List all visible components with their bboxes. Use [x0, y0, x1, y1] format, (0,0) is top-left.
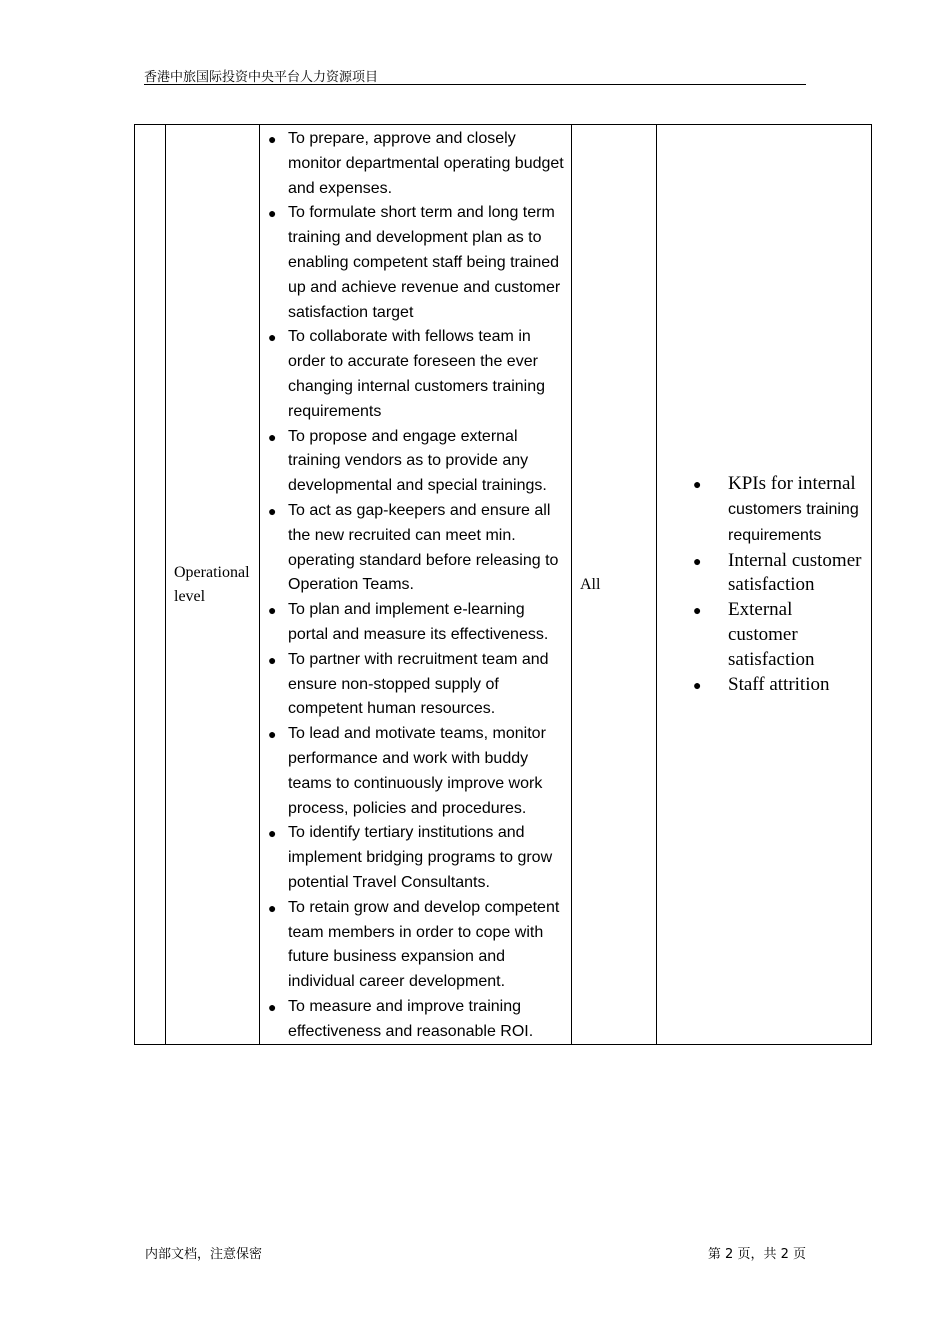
list-item: ● Staff attrition	[657, 673, 863, 698]
list-item: ● Internal customer satisfaction	[693, 549, 862, 596]
list-item: ● External customer satisfaction	[693, 599, 815, 670]
bullet-icon: ●	[268, 502, 277, 519]
kpi-list	[657, 472, 871, 697]
kpi-prefix: KPIs for internal	[728, 473, 856, 495]
list-item	[657, 472, 863, 548]
list-item: ● To propose and engage external training vendors as to provide any developmental and special trainings.	[260, 425, 565, 499]
bullet-icon: ●	[268, 428, 277, 445]
kpi-cell	[657, 125, 872, 1045]
responsibilities-list	[260, 125, 571, 1044]
list-item: ● To partner with recruitment team and ensure non-stopped supply of competent human resources.	[260, 648, 565, 722]
list-item: ● To plan and implement e-learning portal and measure its effectiveness.	[260, 598, 565, 648]
list-item: ● To retain grow and develop competent team members in order to cope with future business expansion and individual career development.	[260, 896, 565, 995]
list-item: ● To prepare, approve and closely monitor departmental operating budget and expenses.	[260, 127, 565, 201]
list-item: ● To lead and motivate teams, monitor performance and work with buddy teams to continuously improve work process, policies and procedures.	[260, 722, 565, 821]
bullet-icon: ●	[268, 329, 277, 346]
list-item: ● To act as gap-keepers and ensure all the new recruited can meet min. operating standard before releasing to Operation Teams.	[260, 499, 565, 598]
scope-cell: All	[572, 125, 657, 1045]
bullet-icon: ●	[693, 602, 702, 619]
list-item: ● To formulate short term and long term training and development plan as to enabling competent staff being trained up and achieve revenue and customer satisfaction target	[260, 201, 565, 325]
bullet-icon: ●	[268, 602, 277, 619]
responsibility-table	[134, 124, 872, 1045]
footer-page-number: 第 2 页，共 2 页	[707, 1247, 806, 1262]
bullet-icon: ●	[268, 825, 277, 842]
list-item: ● To collaborate with fellows team in order to accurate foreseen the ever changing internal customers training requirements	[260, 325, 565, 424]
responsibilities-cell	[260, 125, 572, 1045]
bullet-icon: ●	[268, 998, 277, 1015]
page-header	[144, 66, 806, 85]
kpi-rest: customers training requirements	[728, 500, 859, 544]
bullet-icon: ●	[693, 552, 702, 569]
bullet-icon: ●	[268, 899, 277, 916]
footer-confidential: 内部文档，注意保密	[145, 1247, 263, 1262]
bullet-icon: ●	[268, 205, 277, 222]
level-cell: Operational level	[166, 125, 260, 1045]
bullet-icon: ●	[693, 676, 702, 693]
bullet-icon: ●	[268, 651, 277, 668]
list-item: ● To identify tertiary institutions and implement bridging programs to grow potential Travel Consultants.	[260, 821, 565, 895]
bullet-icon: ●	[268, 131, 277, 147]
bullet-icon: ●	[693, 476, 702, 493]
table-row	[135, 125, 872, 1045]
bullet-icon: ●	[268, 726, 277, 743]
empty-cell	[135, 125, 166, 1045]
list-item: ● To measure and improve training effectiveness and reasonable ROI.	[260, 995, 565, 1045]
header-title: 香港中旅国际投资中央平台人力资源项目	[144, 70, 379, 85]
